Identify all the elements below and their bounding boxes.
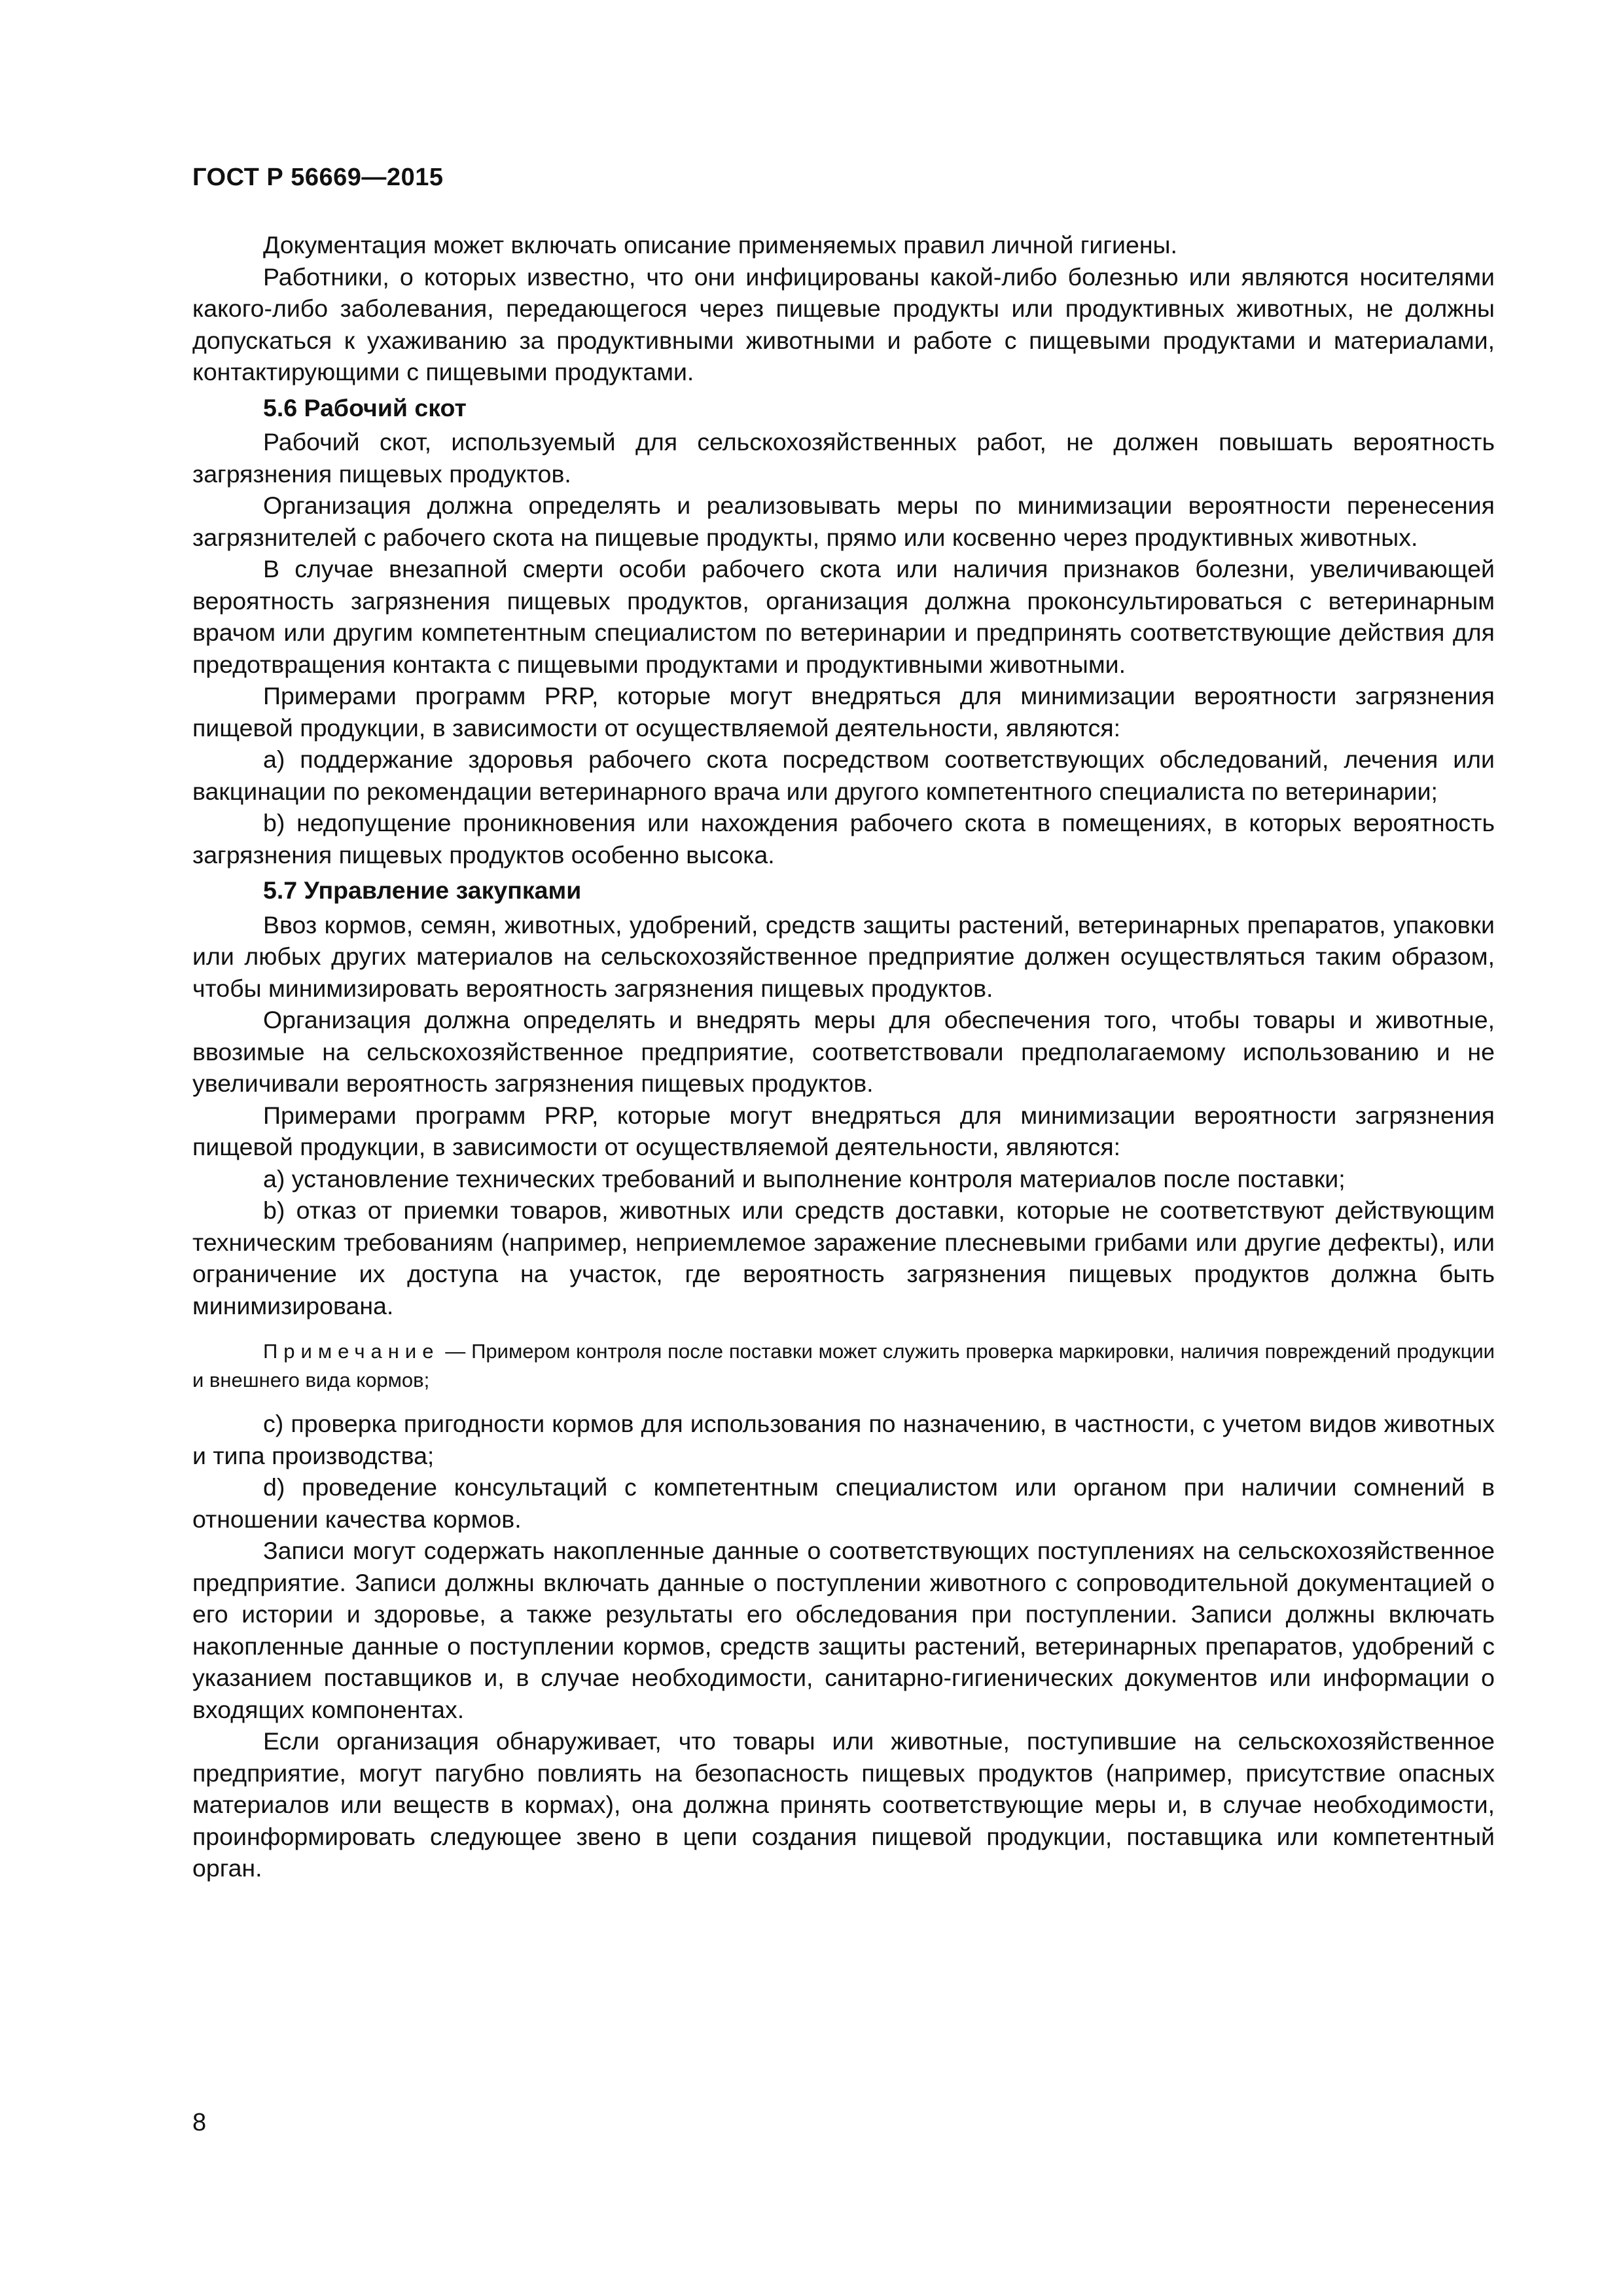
paragraph: Примерами программ PRP, которые могут внедряться для минимизации вероятности загрязнения пищевой продукции, в зависимости от осуществляемой деятельности, являются: <box>192 682 1495 742</box>
paragraph: Документация может включать описание применяемых правил личной гигиены. <box>263 231 1177 259</box>
list-item: b) отказ от приемки товаров, животных или средств доставки, которые не соответствуют действующим техническим требованиям (например, неприемлемое заражение плесневыми грибами или другие дефекты), или ограничение их доступа на участок, где вероятность загрязнения пищевых продуктов должна быть минимизирована. <box>192 1196 1495 1319</box>
document-body <box>192 229 1495 1884</box>
section-heading-5-6: 5.6 Рабочий скот <box>263 393 467 422</box>
paragraph: Ввоз кормов, семян, животных, удобрений, средств защиты растений, ветеринарных препаратов, упаковки или любых других материалов на сельскохозяйственное предприятие должен осуществляться таким образом, чтобы минимизировать вероятность загрязнения пищевых продуктов. <box>192 910 1495 1002</box>
page-number: 8 <box>192 2109 207 2136</box>
paragraph: Рабочий скот, используемый для сельскохозяйственных работ, не должен повышать вероятность загрязнения пищевых продуктов. <box>192 428 1495 488</box>
list-item: с) проверка пригодности кормов для использования по назначению, в частности, с учетом видов животных и типа производства; <box>192 1410 1495 1469</box>
note <box>192 1337 1495 1395</box>
list-item: а) поддержание здоровья рабочего скота посредством соответствующих обследований, лечения или вакцинации по рекомендации ветеринарного врача или другого компетентного специалиста по ветеринарии; <box>192 745 1495 805</box>
note-label: Примечание <box>263 1340 440 1363</box>
list-item: b) недопущение проникновения или нахождения рабочего скота в помещениях, в которых вероятность загрязнения пищевых продуктов особенно высока. <box>192 809 1495 869</box>
section-heading-5-7: 5.7 Управление закупками <box>263 876 582 904</box>
paragraph: Организация должна определять и внедрять меры для обеспечения того, чтобы товары и животные, ввозимые на сельскохозяйственное предприятие, соответствовали предполагаемому использованию и не увеличивали вероятность загрязнения пищевых продуктов. <box>192 1006 1495 1097</box>
list-item: d) проведение консультаций с компетентным специалистом или органом при наличии сомнений в отношении качества кормов. <box>192 1473 1495 1533</box>
paragraph: Работники, о которых известно, что они инфицированы какой-либо болезнью или являются носителями какого-либо заболевания, передающегося через пищевые продукты или продуктивных животных, не должны допускаться к ухаживанию за продуктивными животными и работе с пищевыми продуктами и материалами, контактирующими с пищевыми продуктами. <box>192 262 1495 386</box>
document-code-header: ГОСТ Р 56669—2015 <box>192 164 444 191</box>
paragraph: Примерами программ PRP, которые могут внедряться для минимизации вероятности загрязнения пищевой продукции, в зависимости от осуществляемой деятельности, являются: <box>192 1101 1495 1160</box>
paragraph: Организация должна определять и реализовывать меры по минимизации вероятности перенесения загрязнителей с рабочего скота на пищевые продукты, прямо или косвенно через продуктивных животных. <box>192 492 1495 551</box>
paragraph: Если организация обнаруживает, что товары или животные, поступившие на сельскохозяйственное предприятие, могут пагубно повлиять на безопасность пищевых продуктов (например, присутствие опасных материалов или веществ в кормах), она должна принять соответствующие меры и, в случае необходимости, проинформировать следующее звено в цепи создания пищевой продукции, поставщика или компетентный орган. <box>192 1727 1495 1882</box>
paragraph: В случае внезапной смерти особи рабочего скота или наличия признаков болезни, увеличивающей вероятность загрязнения пищевых продуктов, организация должна проконсультироваться с ветеринарным врачом или другим компетентным специалистом по ветеринарии и предпринять соответствующие действия для предотвращения контакта с пищевыми продуктами и продуктивными животными. <box>192 555 1495 678</box>
note-text: — Примером контроля после поставки может служить проверка маркировки, наличия повреждений продукции и внешнего вида кормов; <box>192 1340 1495 1391</box>
paragraph: Записи могут содержать накопленные данные о соответствующих поступлениях на сельскохозяйственное предприятие. Записи должны включать данные о поступлении животного с сопроводительной документацией о его истории и здоровье, а также результаты его обследования при поступлении. Записи должны включать накопленные данные о поступлении кормов, средств защиты растений, ветеринарных препаратов, удобрений с указанием поставщиков и, в случае необходимости, санитарно-гигиенических документов или информации о входящих компонентах. <box>192 1537 1495 1723</box>
list-item: а) установление технических требований и выполнение контроля материалов после поставки; <box>263 1164 1346 1193</box>
